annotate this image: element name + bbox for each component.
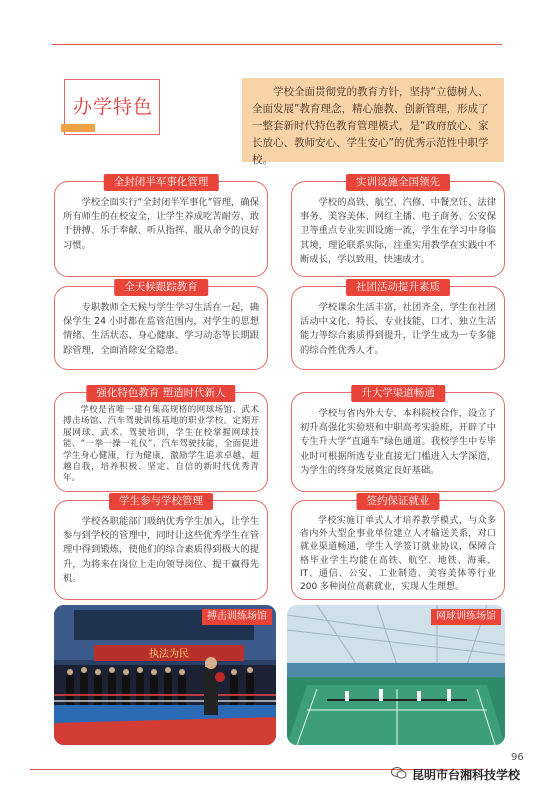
title-accent-bar (61, 124, 95, 132)
card-special-education (54, 387, 268, 492)
card-title: 社团活动提升素质 (346, 279, 450, 296)
section-title-box (64, 79, 160, 135)
card-body: 学校与省内外大专、本科院校合作，设立了初升高强化实验班和中职高考实验班，开辟了中专生升大学“直通车”绿色通道。我校学生中专毕业时可根据所选专业直接无门槛进入大学深造，为学生的终身发展奠定良好基础。 (300, 408, 496, 476)
card-university-pathway (291, 387, 505, 492)
card-training-facilities (291, 176, 505, 277)
card-club-activities (291, 281, 505, 370)
card-body: 学校全面实行“全封闭半军事化”管理，确保所有师生的在校安全，让学生养成吃苦耐劳、敢于拼搏、乐于奉献、听从指挥、服从命令的良好习惯。 (63, 197, 259, 251)
boxing-hall-photo (54, 605, 276, 745)
card-body: 学校的高铁、航空、汽修、中餐烹饪、法律事务、美容美体、网红主播、电子商务、公安保卫等重点专业实训设施一流，学生在学习中身临其境，理论联系实际，注重实用教学在实践中不断成长，学以致用，快速成才。 (300, 197, 496, 265)
page-number: 96 (511, 752, 524, 763)
card-employment-guarantee (291, 495, 505, 600)
card-body: 学校是省唯一建有集高规格的网球场馆、武术搏击场馆、汽车驾驶训练基地的职业学校。定期开展网球、武术、驾驶培训，学生在校掌握网球技能、“一拳一操一礼仪”、汽车驾驶技能，全面促进学生身心健康，行为健康，激励学生追求卓越、超越自我，培养积极、坚定、自信的新时代优秀青年。 (63, 405, 259, 484)
watermark-text: 昆明市台湘科技学校 (412, 768, 521, 782)
wechat-icon (391, 766, 407, 780)
card-title: 全天候跟踪教育 (114, 279, 208, 296)
card-closed-management (54, 176, 268, 277)
boxing-hall-illustration (54, 605, 276, 745)
card-student-participation (54, 495, 268, 600)
card-tracking-education (54, 281, 268, 370)
card-body: 学校课余生活丰富，社团齐全，学生在社团活动中文化、特长、专业技能、口才、独立生活能力等综合素质得到提升，让学生成为一专多能的综合性优秀人才。 (300, 302, 496, 356)
card-body: 学校各职能部门吸纳优秀学生加入，让学生参与到学校的管理中，同时让这些优秀学生在管理中得到锻炼，使他们的综合素质得到极大的提升，为将来在岗位上走向领导岗位、提干赢得先机。 (63, 516, 259, 584)
card-title: 学生参与学校管理 (109, 493, 213, 510)
card-title: 升大学渠道畅通 (351, 385, 445, 402)
card-title: 签约保证就业 (357, 493, 440, 510)
photo-label: 网球训练场馆 (431, 609, 501, 625)
photo-label: 搏击训练场馆 (202, 609, 272, 625)
banner-text: 执法为民 (149, 649, 189, 660)
card-title: 全封闭半军事化管理 (104, 174, 219, 191)
intro-paragraph: 学校全面贯彻党的教育方针，坚持“立德树人、全面发展”教育理念，精心施教、创新管理，形成了一整套新时代特色教育管理模式，是“政府放心、家长放心、教师安心、学生安心”的优秀示范性中职学校。 (242, 78, 504, 162)
top-divider (52, 44, 502, 45)
tennis-hall-illustration (287, 605, 505, 745)
card-title: 强化特色教育 塑造时代新人 (86, 385, 235, 402)
card-title: 实训设施全国领先 (346, 174, 450, 191)
tennis-hall-photo (287, 605, 505, 745)
section-title: 办学特色 (73, 96, 154, 118)
card-body: 学校实施订单式人才培养教学模式，与众多省内外大型企事业单位建立人才输送关系，对口就业渠道畅通，学生入学签订就业协议，保障合格毕业学生均能在高铁、航空、地铁、海乘、IT、通信、公安、工业制造、美容美体等行业 200 多种岗位高薪就业，实现人生理想。 (300, 516, 496, 593)
card-body: 专职教师全天候与学生学习生活在一起，确保学生 24 小时都在监管范围内，对学生的思想情绪、生活状态、身心健康、学习动态等长期跟踪管理，全面消除安全隐患。 (63, 302, 259, 356)
